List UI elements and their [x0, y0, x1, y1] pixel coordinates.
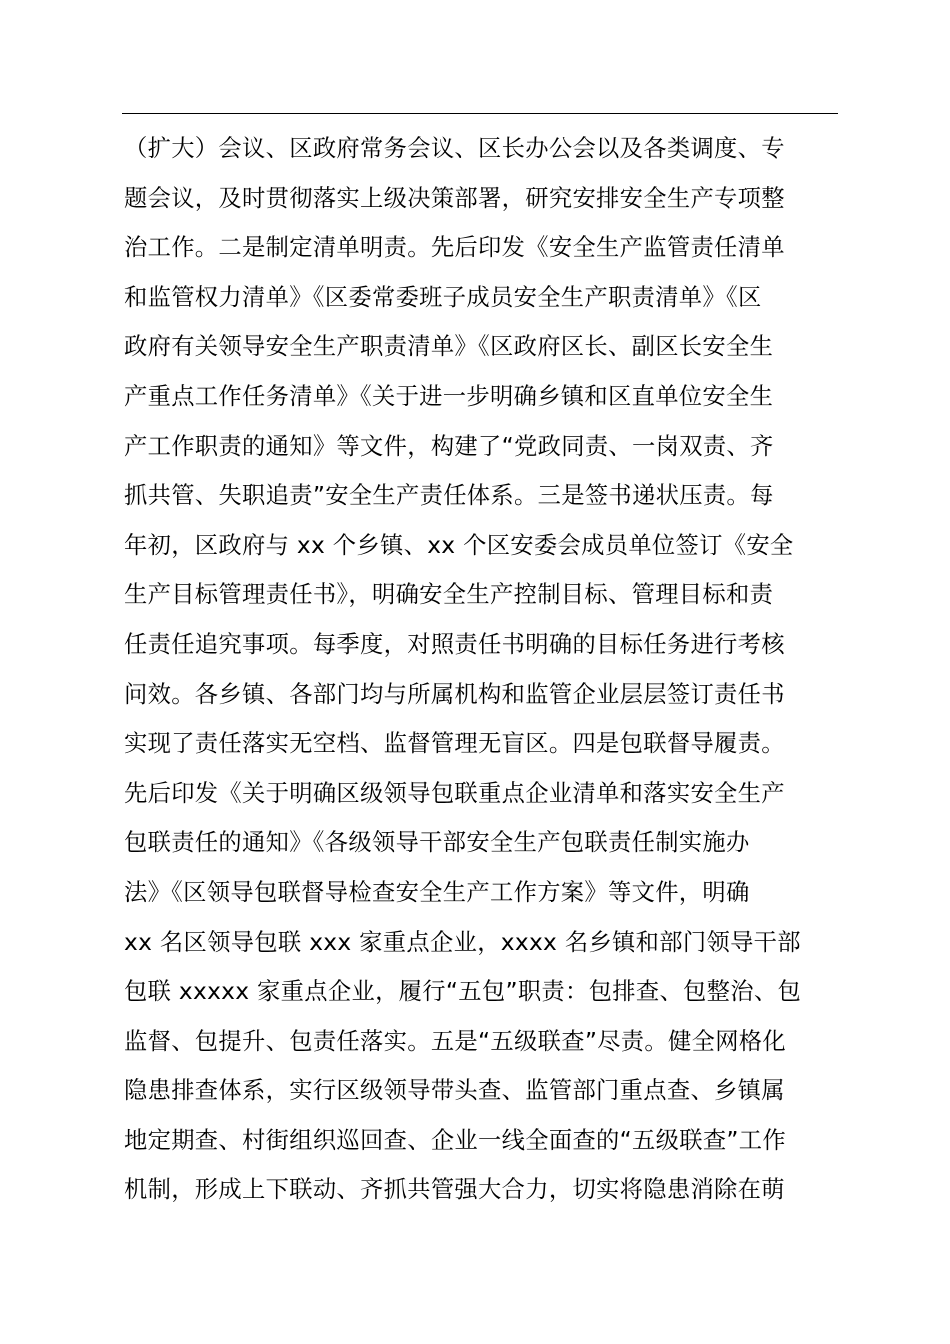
text-line: 和监管权力清单》《区委常委班子成员安全生产职责清单》《区: [124, 282, 762, 311]
text-line: 任责任追究事项。每季度，对照责任书明确的目标任务进行考核: [124, 629, 785, 658]
text-line: （扩大）会议、区政府常务会议、区长办公会以及各类调度、专: [124, 134, 785, 162]
text-line: 年初，区政府与 xx 个乡镇、xx 个区安委会成员单位签订《安全: [124, 530, 794, 559]
text-line: 隐患排查体系，实行区级领导带头查、监管部门重点查、乡镇属: [124, 1076, 785, 1105]
text-line: 抓共管、失职追责”安全生产责任体系。三是签书递状压责。每: [124, 481, 774, 510]
text-line: 政府有关领导安全生产职责清单》《区政府区长、副区长安全生: [124, 332, 774, 361]
text-line: 产重点工作任务清单》《关于进一步明确乡镇和区直单位安全生: [124, 381, 774, 410]
text-line: 包联 xxxxx 家重点企业，履行“五包”职责：包排查、包整治、包: [124, 977, 802, 1006]
text-line: 监督、包提升、包责任落实。五是“五级联查”尽责。健全网格化: [124, 1026, 787, 1055]
text-line: 地定期查、村街组织巡回查、企业一线全面查的“五级联查”工作: [124, 1125, 787, 1154]
text-line: 实现了责任落实无空档、监督管理无盲区。四是包联督导履责。: [124, 729, 785, 758]
text-line: 法》《区领导包联督导检查安全生产工作方案》等文件，明确: [124, 877, 750, 906]
text-line: 机制，形成上下联动、齐抓共管强大合力，切实将隐患消除在萌: [124, 1175, 785, 1204]
text-line: 包联责任的通知》《各级领导干部安全生产包联责任制实施办: [124, 828, 750, 857]
text-line: 问效。各乡镇、各部门均与所属机构和监管企业层层签订责任书: [124, 679, 785, 708]
text-line: 先后印发《关于明确区级领导包联重点企业清单和落实安全生产: [124, 778, 785, 807]
text-line: 产工作职责的通知》等文件，构建了“党政同责、一岗双责、齐: [124, 431, 774, 460]
text-line: 题会议，及时贯彻落实上级决策部署，研究安排安全生产专项整: [124, 183, 785, 212]
header-rule: [122, 113, 838, 114]
body-paragraph: [124, 124, 844, 1215]
text-line: 生产目标管理责任书》，明确安全生产控制目标、管理目标和责: [124, 580, 774, 609]
text-line: xx 名区领导包联 xxx 家重点企业，xxxx 名乡镇和部门领导干部: [124, 927, 801, 956]
text-line: 治工作。二是制定清单明责。先后印发《安全生产监管责任清单: [124, 233, 785, 262]
